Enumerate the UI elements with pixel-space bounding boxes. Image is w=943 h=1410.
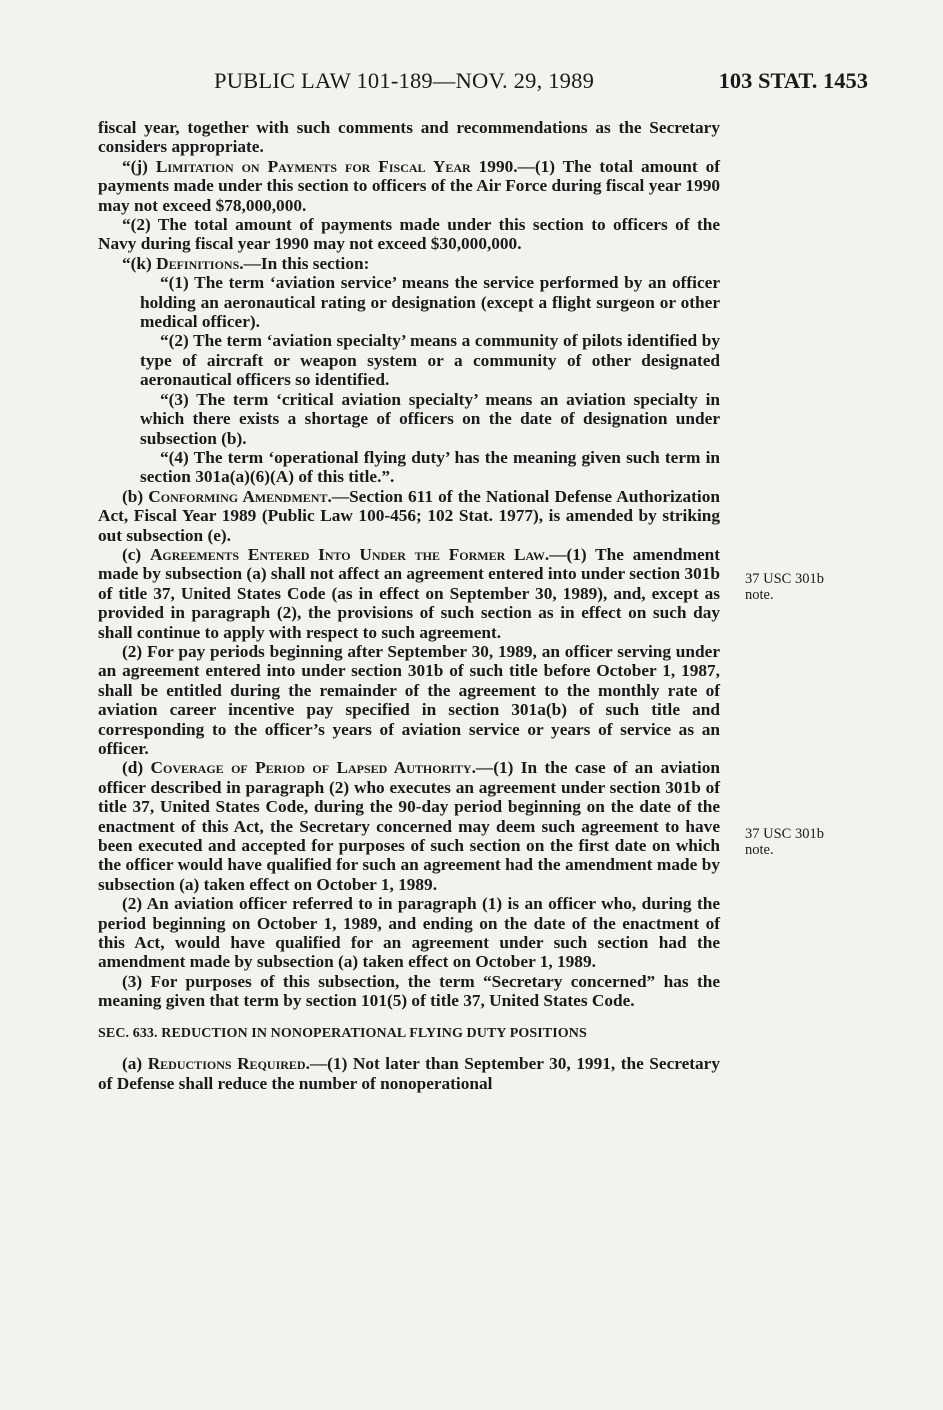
paragraph-c: (c) Agreements Entered Into Under the Former Law.—(1) The amendment made by subsection (a) shall not affect an agreement entered into under section 301b of title 37, United States Code (as in effect on September 30, 1989), and, except as provided in paragraph (2), the provisions of such section as in effect on such day shall continue to apply with respect to such agreement. bbox=[98, 544, 720, 642]
definition-item: “(4) The term ‘operational flying duty’ has the meaning given such term in section 301a(a)(6)(A) of this title.”. bbox=[140, 447, 720, 487]
paragraph-j: “(j) Limitation on Payments for Fiscal Year 1990.—(1) The total amount of payments made under this section to officers of the Air Force during fiscal year 1990 may not exceed $78,000,000. bbox=[98, 156, 720, 215]
paragraph: (2) For pay periods beginning after September 30, 1989, an officer serving under an agreement entered into under section 301b of such title before October 1, 1987, shall be entitled during the remainder of the agreement to the monthly rate of aviation career incentive pay specified in section 301a(b) of such title and corresponding to the officer’s years of aviation service or years of service as an officer. bbox=[98, 641, 720, 758]
paragraph-a: (a) Reductions Required.—(1) Not later than September 30, 1991, the Secretary of Defense shall reduce the number of nonoperational bbox=[98, 1054, 720, 1093]
heading-run-in: Coverage of Period of Lapsed Authority bbox=[150, 758, 472, 778]
paragraph: “(2) The total amount of payments made under this section to officers of the Navy during fiscal year 1990 may not exceed $30,000,000. bbox=[98, 215, 720, 254]
heading-run-in: Reductions Required bbox=[147, 1054, 306, 1074]
page-header bbox=[98, 68, 868, 102]
paragraph-d: (d) Coverage of Period of Lapsed Authority.—(1) In the case of an aviation officer described in paragraph (2) who executes an agreement under section 301b of title 37, United States Code, during the 90-day period beginning on the date of the enactment of this Act, the Secretary concerned may deem such agreement to have been executed and accepted for purposes of such section on the first date on which the officer would have qualified for such an agreement had the amendment made by subsection (a) taken effect on October 1, 1989. bbox=[98, 758, 720, 894]
heading-run-in: Conforming Amendment bbox=[148, 486, 328, 506]
paragraph: (2) An aviation officer referred to in paragraph (1) is an officer who, during the period beginning on October 1, 1989, and ending on the date of the enactment of this Act, would have qualified for an agreement under such section had the amendment made by subsection (a) taken effect on October 1, 1989. bbox=[98, 894, 720, 972]
definition-item: “(2) The term ‘aviation specialty’ means a community of pilots identified by type of aircraft or weapon system or a community of other designated aeronautical officers so identified. bbox=[140, 331, 720, 390]
stat-page-number: 103 STAT. 1453 bbox=[718, 68, 868, 93]
margin-note: 37 USC 301b note. bbox=[745, 571, 824, 603]
heading-run-in: Agreements Entered Into Under the Former Law bbox=[149, 544, 545, 564]
margin-note: 37 USC 301b note. bbox=[745, 826, 824, 858]
page-body bbox=[98, 118, 720, 1093]
paragraph-k: “(k) Definitions.—In this section: bbox=[122, 253, 370, 273]
definition-item: “(3) The term ‘critical aviation specialty’ means an aviation specialty in which there exists a shortage of officers on the date of designation under subsection (b). bbox=[140, 389, 720, 448]
paragraph-b: (b) Conforming Amendment.—Section 611 of the National Defense Authorization Act, Fiscal Year 1989 (Public Law 100-456; 102 Stat. 1977), is amended by striking out subsection (e). bbox=[98, 486, 720, 545]
heading-run-in: Limitation on Payments for Fiscal Year bbox=[155, 156, 471, 176]
running-title: PUBLIC LAW 101-189—NOV. 29, 1989 bbox=[214, 68, 595, 93]
definition-item: “(1) The term ‘aviation service’ means the service performed by an officer holding an aeronautical rating or designation (except a flight surgeon or other medical officer). bbox=[140, 273, 720, 332]
paragraph: fiscal year, together with such comments and recommendations as the Secretary considers appropriate. bbox=[98, 118, 720, 157]
heading-run-in: Definitions bbox=[156, 253, 240, 273]
section-heading: SEC. 633. REDUCTION IN NONOPERATIONAL FLYING DUTY POSITIONS bbox=[98, 1025, 587, 1041]
paragraph: (3) For purposes of this subsection, the term “Secretary concerned” has the meaning given that term by section 101(5) of title 37, United States Code. bbox=[98, 971, 720, 1011]
